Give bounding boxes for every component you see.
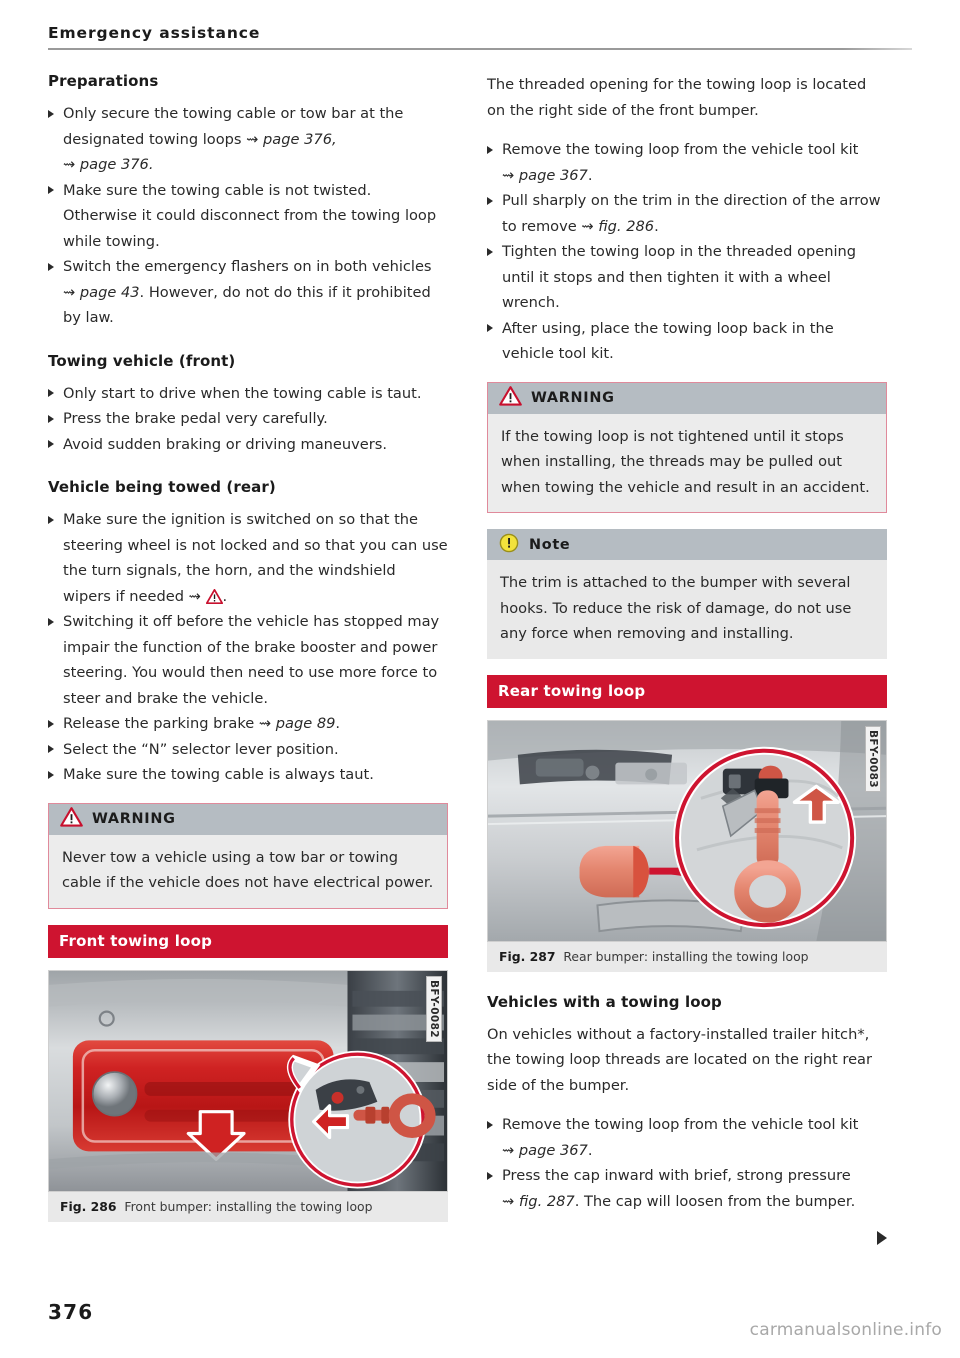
list-item: [48, 507, 448, 609]
bullet-triangle-icon: [487, 1172, 493, 1180]
figure-code: BFY-0083: [865, 726, 882, 792]
warning-triangle-icon: [206, 587, 223, 602]
list-item: [48, 406, 448, 432]
detail-callout-circle: [290, 1054, 430, 1185]
list-item: [48, 609, 448, 711]
page-number: 376: [48, 1300, 94, 1324]
bullet-triangle-icon: [48, 389, 54, 397]
note-exclamation-icon: [498, 533, 520, 557]
note-box-header: [487, 529, 887, 560]
cross-reference[interactable]: page 376.: [79, 156, 154, 173]
continued-arrow-icon: [877, 1231, 887, 1245]
bullet-triangle-icon: [487, 146, 493, 154]
arrow-ref-icon: ⇝: [246, 130, 264, 148]
list-item-text: Press the cap inward with brief, strong pressure: [502, 1167, 851, 1184]
right-column: [487, 72, 887, 1245]
list-item-text: Switch the emergency flashers on in both vehicles: [63, 258, 432, 275]
cross-reference[interactable]: page 89: [275, 715, 336, 732]
bullet-triangle-icon: [487, 1121, 493, 1129]
list-item-text-tail: .: [335, 715, 341, 732]
bullet-triangle-icon: [48, 186, 54, 194]
list-rear-loop-steps: [487, 1112, 887, 1214]
warning-triangle-icon: [499, 386, 522, 410]
header-rule: [48, 48, 912, 50]
warning-box-body: If the towing loop is not tightened until it stops when installing, the threads may be pulled out when towing the vehicle and result in an accident.: [501, 427, 870, 496]
list-item-text: Select the “N” selector lever position.: [63, 740, 339, 758]
list-item: [487, 316, 887, 367]
list-item-text: Remove the towing loop from the vehicle tool kit: [502, 141, 859, 158]
warning-label: WARNING: [92, 811, 176, 827]
note-box: [487, 529, 887, 659]
figure-caption-text: Rear bumper: installing the towing loop: [563, 948, 809, 964]
list-item-text: Release the parking brake: [63, 715, 259, 732]
list-item-text-tail: .: [587, 166, 593, 184]
warning-box-header: [49, 804, 447, 835]
list-item-text: After using, place the towing loop back in the vehicle tool kit.: [502, 319, 834, 362]
detail-callout-circle: [677, 750, 852, 924]
list-item-text: Pull sharply on the trim in the direction of the arrow to remove: [502, 192, 881, 235]
heading-vehicles-with-towing-loop: Vehicles with a towing loop: [487, 992, 722, 1011]
figure-front-towing-loop: [48, 970, 448, 1222]
arrow-ref-icon: ⇝: [63, 156, 80, 173]
list-item-text: Make sure the towing cable is always taut.: [63, 766, 374, 783]
page-title: Emergency assistance: [48, 24, 261, 42]
list-item: [48, 381, 448, 407]
list-item: [487, 137, 887, 188]
list-item: [48, 762, 448, 788]
bullet-triangle-icon: [48, 771, 54, 779]
cross-reference[interactable]: fig. 287: [518, 1192, 575, 1210]
cross-reference[interactable]: fig. 286: [598, 217, 655, 235]
warning-triangle-icon: [60, 807, 83, 831]
list-item: [48, 737, 448, 763]
warning-box-body: Never tow a vehicle using a tow bar or towing cable if the vehicle does not have electrical power.: [62, 848, 434, 891]
figure-rear-towing-loop: [487, 720, 887, 972]
list-item-text: Make sure the towing cable is not twisted. Otherwise it could disconnect from the towing loop while towing.: [63, 181, 437, 250]
list-item-text-tail: .: [222, 587, 228, 605]
section-band-rear-towing-loop: Rear towing loop: [487, 675, 887, 708]
list-item: [487, 1112, 887, 1163]
list-item: [487, 1163, 887, 1214]
warning-label: WARNING: [531, 390, 615, 406]
note-box-body: The trim is attached to the bumper with several hooks. To reduce the risk of damage, do not use any force when removing and installing.: [500, 574, 852, 642]
note-label: Note: [529, 536, 571, 553]
list-preparations: [48, 101, 448, 331]
bullet-triangle-icon: [48, 745, 54, 753]
warning-box-header: [488, 383, 886, 414]
list-item: [48, 711, 448, 737]
figure-caption-number: Fig. 286: [60, 1198, 117, 1214]
list-item-text: Only start to drive when the towing cable is taut.: [63, 384, 422, 402]
bullet-triangle-icon: [48, 415, 54, 423]
list-item-text-tail: . However, do not do this if it prohibited by law.: [63, 283, 431, 326]
figure-caption-text: Front bumper: installing the towing loop: [124, 1198, 373, 1214]
figure-caption-number: Fig. 287: [499, 948, 556, 964]
list-item-text: Switching it off before the vehicle has stopped may impair the function of the brake booster and power steering. You would then need to use more force to steer and brake the vehicle.: [63, 613, 440, 707]
heading-towing-vehicle-front: Towing vehicle (front): [48, 351, 236, 370]
list-item: [48, 101, 448, 178]
arrow-ref-icon: ⇝: [502, 1192, 519, 1210]
bullet-triangle-icon: [48, 110, 54, 118]
continuation-marker-wrap: [487, 1229, 887, 1245]
list-item-text: Only secure the towing cable or tow bar at the designated towing loops: [63, 105, 404, 148]
arrow-ref-icon: ⇝: [581, 217, 599, 235]
list-item-text-tail: .: [587, 1141, 593, 1159]
arrow-ref-icon: ⇝: [258, 715, 276, 732]
list-item-text: Tighten the towing loop in the threaded opening until it stops and then tighten it with a wheel wrench.: [502, 243, 857, 311]
figure-image-front-bumper: [48, 970, 448, 1192]
figure-caption: [48, 1192, 448, 1222]
cross-reference[interactable]: page 367: [518, 1141, 588, 1159]
bullet-triangle-icon: [487, 324, 493, 332]
bullet-triangle-icon: [487, 248, 493, 256]
list-item: [487, 239, 887, 316]
figure-image-rear-bumper: [487, 720, 887, 942]
cross-reference[interactable]: page 376,: [263, 130, 337, 148]
list-item-text: Make sure the ignition is switched on so that the steering wheel is not locked and so that you can use the turn signals, the horn, and the windshield wipers if needed: [63, 511, 448, 605]
bullet-triangle-icon: [48, 440, 54, 448]
list-towing-vehicle: [48, 381, 448, 458]
list-vehicle-being-towed: [48, 507, 448, 788]
list-item-text-tail: . The cap will loosen from the bumper.: [574, 1192, 856, 1210]
cross-reference[interactable]: page 43: [79, 283, 140, 301]
running-header: [48, 24, 912, 50]
arrow-ref-icon: ⇝: [63, 283, 80, 301]
bullet-triangle-icon: [48, 516, 54, 524]
list-item-text: Avoid sudden braking or driving maneuvers.: [63, 435, 387, 453]
bullet-triangle-icon: [487, 197, 493, 205]
bullet-triangle-icon: [48, 618, 54, 626]
figure-code: BFY-0082: [426, 976, 443, 1042]
heading-vehicle-being-towed-rear: Vehicle being towed (rear): [48, 478, 276, 496]
watermark: carmanualsonline.info: [749, 1320, 942, 1340]
bullet-triangle-icon: [48, 720, 54, 728]
left-column: [48, 72, 448, 1228]
front-bumper-illustration: [49, 971, 447, 1191]
rear-bumper-illustration: [488, 721, 886, 941]
intro-paragraph: The threaded opening for the towing loop is located on the right side of the front bumper.: [487, 76, 867, 119]
section-band-front-towing-loop: Front towing loop: [48, 925, 448, 958]
arrow-ref-icon: ⇝: [188, 587, 206, 605]
list-item-text: Remove the towing loop from the vehicle tool kit: [502, 1116, 859, 1133]
list-front-loop-steps: [487, 137, 887, 367]
list-item: [48, 254, 448, 331]
vehicles-with-loop-intro: On vehicles without a factory-installed trailer hitch*, the towing loop threads are located on the right rear side of the bumper.: [487, 1025, 873, 1094]
figure-caption: [487, 942, 887, 972]
list-item-text-tail: .: [654, 217, 659, 235]
arrow-ref-icon: ⇝: [502, 166, 519, 184]
cross-reference[interactable]: page 367: [518, 166, 588, 184]
list-item-text: Press the brake pedal very carefully.: [63, 410, 328, 427]
list-item: [487, 188, 887, 239]
list-item: [48, 178, 448, 255]
arrow-ref-icon: ⇝: [502, 1141, 519, 1159]
bullet-triangle-icon: [48, 263, 54, 271]
list-item: [48, 432, 448, 458]
heading-preparations: Preparations: [48, 72, 159, 90]
warning-box-right: [487, 382, 887, 514]
warning-box-left: [48, 803, 448, 909]
